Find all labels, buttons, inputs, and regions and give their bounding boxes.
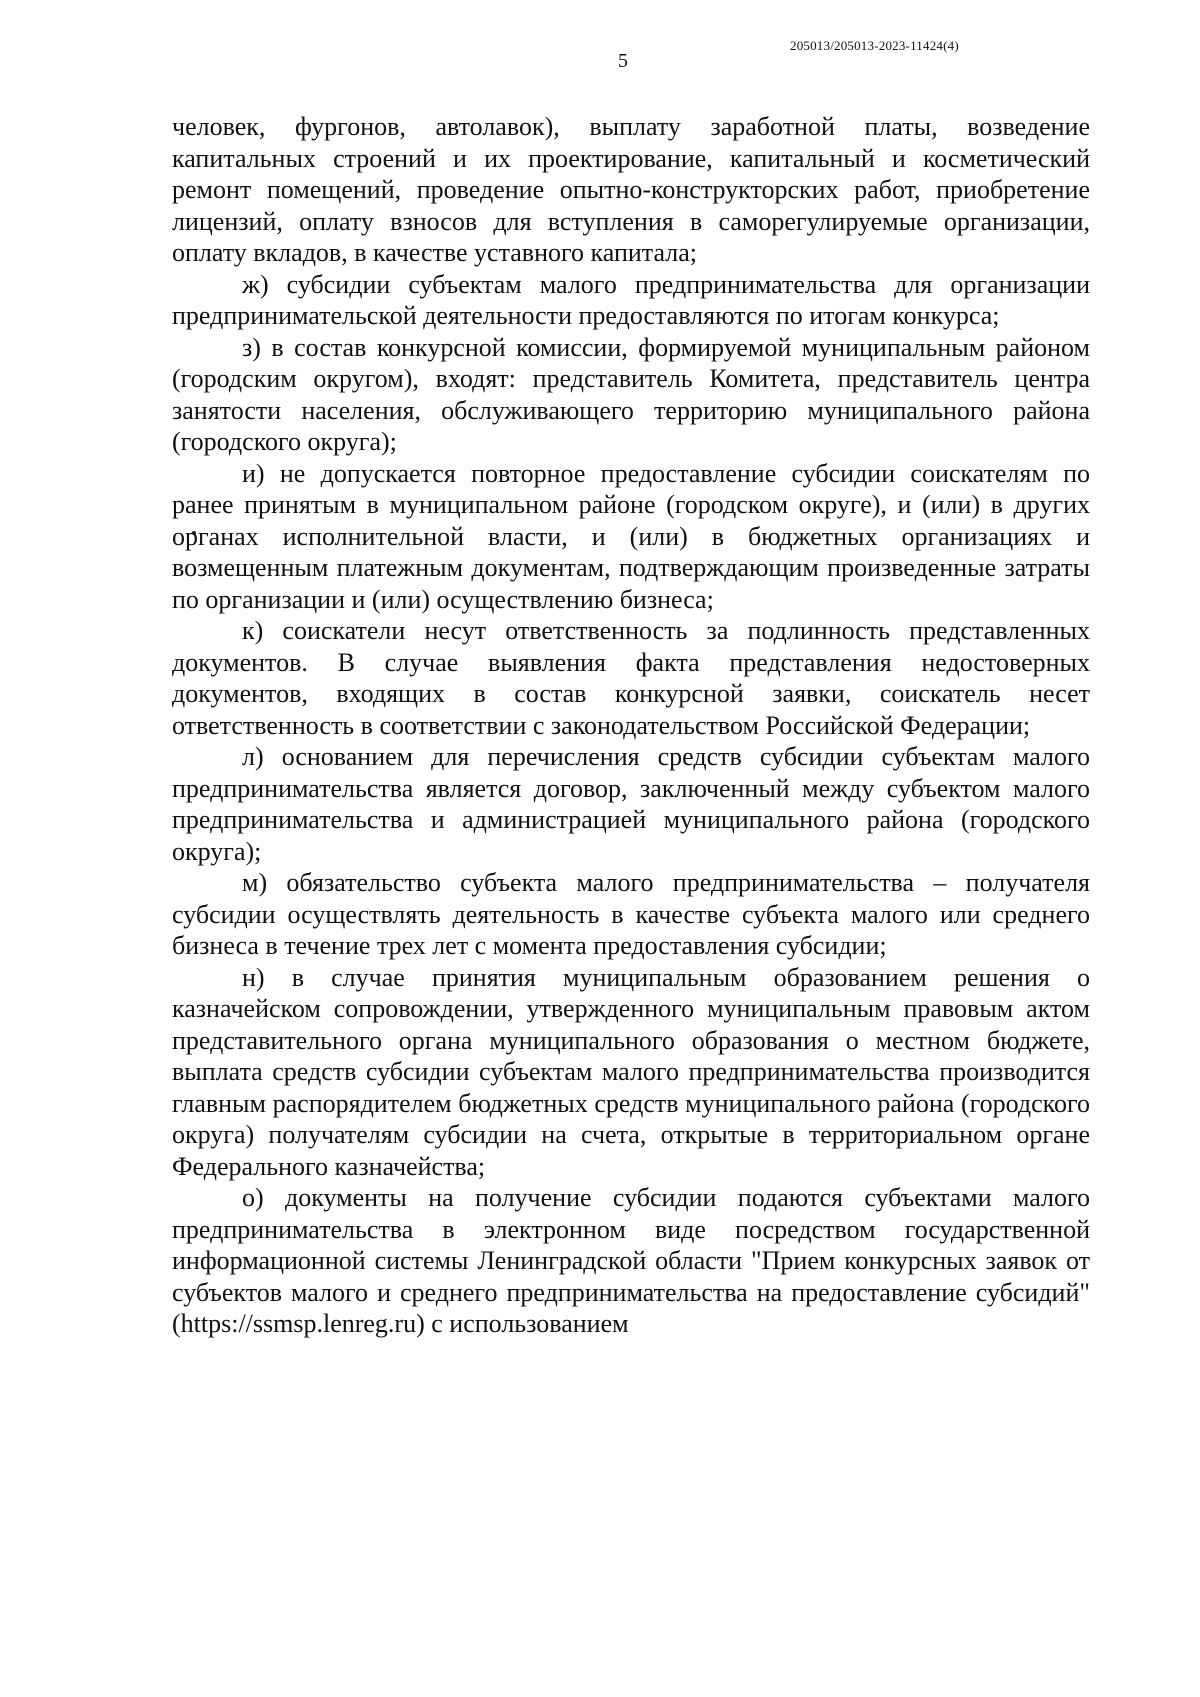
paragraph-m: м) обязательство субъекта малого предпринимательства – получателя субсидии осуществлять деятельность в качестве субъекта малого или среднего бизнеса в течение трех лет с момента предоставления субсидии; (172, 868, 1090, 960)
paragraph-l: л) основанием для перечисления средств субсидии субъектам малого предпринимательства является договор, заключенный между субъектом малого предпринимательства и администрацией муниципального района (городского округа); (172, 742, 1090, 866)
paragraph-z: з) в состав конкурсной комиссии, формируемой муниципальным районом (городским округом), входят: представитель Комитета, представитель центра занятости населения, обслуживающего территорию муниципального района (городского округа); (172, 332, 1090, 456)
paragraph-zh: ж) субсидии субъектам малого предпринимательства для организации предпринимательской деятельности предоставляются по итогам конкурса; (172, 269, 1090, 330)
paragraph-k: к) соискатели несут ответственность за подлинность представленных документов. В случае выявления факта представления недостоверных документов, входящих в состав конкурсной заявки, соискатель несет ответственность в соответствии с законодательством Российской Федерации; (172, 616, 1090, 740)
document-registration-code: 205013/205013-2023-11424(4) (790, 38, 959, 53)
paragraph-o: о) документы на получение субсидии подаются субъектами малого предпринимательства в электронном виде посредством государственной информационной системы Ленинградской области "Прием конкурсных заявок от субъектов малого и среднего предпринимательства на предоставление субсидий" (https://ssmsp.lenreg.ru) с использованием (172, 1183, 1090, 1338)
paragraph-n: н) в случае принятия муниципальным образованием решения о казначейском сопровождении, утвержденного муниципальным правовым актом представительного органа муниципального образования о местном бюджете, выплата средств субсидии субъектам малого предпринимательства производится главным распорядителем бюджетных средств муниципального района (городского округа) получателям субсидии на счета, открытые в территориальном органе Федерального казначейства; (172, 962, 1090, 1181)
document-body (172, 111, 1090, 1340)
paragraph-i: и) не допускается повторное предоставление субсидии соискателям по ранее принятым в муниципальном районе (городском округе), и (или) в других органах исполнительной власти, и (или) в бюджетных организациях и возмещенным платежным документам, подтверждающим произведенные затраты по организации и (или) осуществлению бизнеса; (172, 458, 1090, 614)
page-number: 5 (618, 50, 628, 72)
paragraph-continuation: человек, фургонов, автолавок), выплату заработной платы, возведение капитальных строений и их проектирование, капитальный и косметический ремонт помещений, проведение опытно-конструкторских работ, приобретение лицензий, оплату взносов для вступления в саморегулируемые организации, оплату вкладов, в качестве уставного капитала; (172, 112, 1090, 267)
